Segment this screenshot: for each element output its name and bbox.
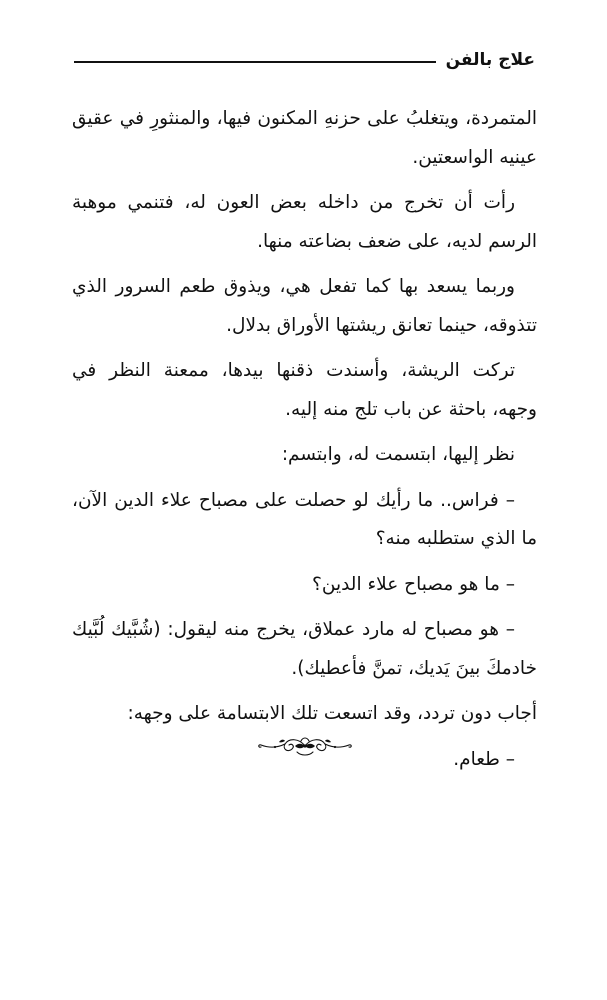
paragraph: المتمردة، ويتغلبُ على حزنهِ المكنون فيها، والمنثورِ في عقيق عينيه الواسعتين. xyxy=(72,108,537,168)
paragraph: – فراس.. ما رأيك لو حصلت على مصباح علاء الدين الآن، ما الذي ستطلبه منه؟ xyxy=(72,489,537,549)
paragraph: – ما هو مصباح علاء الدين؟ xyxy=(312,573,515,595)
paragraph: وربما يسعد بها كما تفعل هي، ويذوق طعم السرور الذي تتذوقه، حينما تعانق ريشتها الأوراق بدلال. xyxy=(72,276,537,336)
running-header xyxy=(74,40,535,80)
paragraph: أجاب دون تردد، وقد اتسعت تلك الابتسامة على وجهه: xyxy=(127,703,537,724)
paragraph: – هو مصباح له مارد عملاق، يخرج منه ليقول: (شُبَّيك لُبَّيك خادمكَ بينَ يَديك، تمنَّ فأعطيك). xyxy=(72,619,537,679)
paragraph: – طعام. xyxy=(453,748,515,770)
chapter-title: علاج بالفن xyxy=(445,50,535,70)
floral-divider-icon xyxy=(255,732,355,760)
paragraph: تركت الريشة، وأسندت ذقنها بيدها، ممعنة النظر في وجهه، باحثة عن باب تلج منه إليه. xyxy=(72,360,537,420)
paragraph: رأت أن تخرج من داخله بعض العون له، فتنمي موهبة الرسم لديه، على ضعف بضاعته منها. xyxy=(72,192,537,252)
paragraph: نظر إليها، ابتسمت له، وابتسم: xyxy=(281,444,515,465)
header-rule xyxy=(74,61,436,63)
body-text xyxy=(72,100,537,786)
